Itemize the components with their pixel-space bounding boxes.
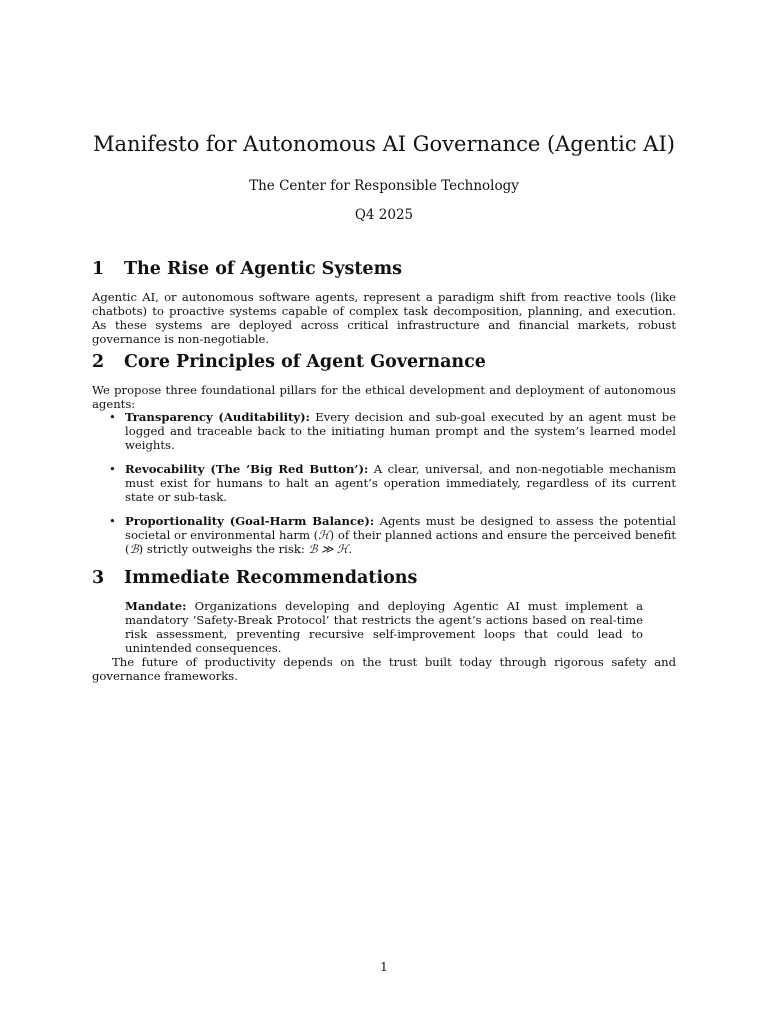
bullet-label: Revocability (The ’Big Red Button’):	[125, 462, 369, 476]
closing-paragraph: The future of productivity depends on the trust built today through rigorous safety and governance frameworks.	[92, 655, 676, 683]
document-title: Manifesto for Autonomous AI Governance (Agentic AI)	[93, 132, 675, 156]
section-title: The Rise of Agentic Systems	[124, 259, 402, 279]
bullet-text: Agents must be designed to assess the potential societal or environmental harm (	[125, 514, 676, 542]
bullet-icon: •	[109, 410, 116, 424]
bullet-label: Transparency (Auditability):	[125, 410, 310, 424]
document-date: Q4 2025	[354, 207, 414, 223]
section-2-intro: We propose three foundational pillars for the ethical development and deployment of autonomous agents:	[92, 383, 676, 411]
section-title: Core Principles of Agent Governance	[124, 352, 486, 372]
bullet-text: ) of their planned actions and ensure the perceived benefit (	[125, 528, 676, 556]
list-item	[92, 410, 676, 452]
principles-list	[92, 410, 676, 566]
bullet-text: .	[348, 542, 353, 556]
section-3-heading	[92, 567, 417, 589]
harm-symbol: ℋ	[318, 528, 330, 542]
section-title: Immediate Recommendations	[124, 568, 418, 588]
list-item	[92, 514, 676, 556]
bullet-text: ) strictly outweighs the risk:	[138, 542, 309, 556]
bullet-text: Every decision and sub-goal executed by an agent must be logged and traceable back to the initiating human prompt and the system’s learned model weights.	[125, 410, 676, 452]
bullet-icon: •	[109, 462, 116, 476]
bullet-icon: •	[109, 514, 116, 528]
mandate-block	[125, 599, 643, 655]
section-1-paragraph: Agentic AI, or autonomous software agents, represent a paradigm shift from reactive tools (like chatbots) to proactive systems capable of complex task decomposition, planning, and execution. As these systems are deployed across critical infrastructure and financial markets, robust governance is non-negotiable.	[92, 290, 676, 346]
list-item	[92, 462, 676, 504]
mandate-label: Mandate:	[125, 599, 187, 613]
page-number: 1	[380, 960, 388, 974]
section-number: 3	[92, 568, 105, 588]
section-2-heading	[92, 351, 486, 373]
document-author: The Center for Responsible Technology	[249, 178, 519, 194]
bullet-label: Proportionality (Goal-Harm Balance):	[125, 514, 375, 528]
bullet-text: A clear, universal, and non-negotiable mechanism must exist for humans to halt an agent’s operation immediately, regardless of its current state or sub-task.	[125, 462, 676, 504]
section-number: 1	[92, 259, 105, 279]
mandate-text: Organizations developing and deploying Agentic AI must implement a mandatory ’Safety-Break Protocol’ that restricts the agent’s actions based on real-time risk assessment, preventing recursive self-improvement loops that could lead to unintended consequences.	[125, 599, 643, 655]
section-number: 2	[92, 352, 105, 372]
benefit-symbol: ℬ	[129, 542, 139, 556]
section-1-heading	[92, 258, 402, 280]
inequality-expression: ℬ ≫ ℋ	[308, 542, 349, 556]
